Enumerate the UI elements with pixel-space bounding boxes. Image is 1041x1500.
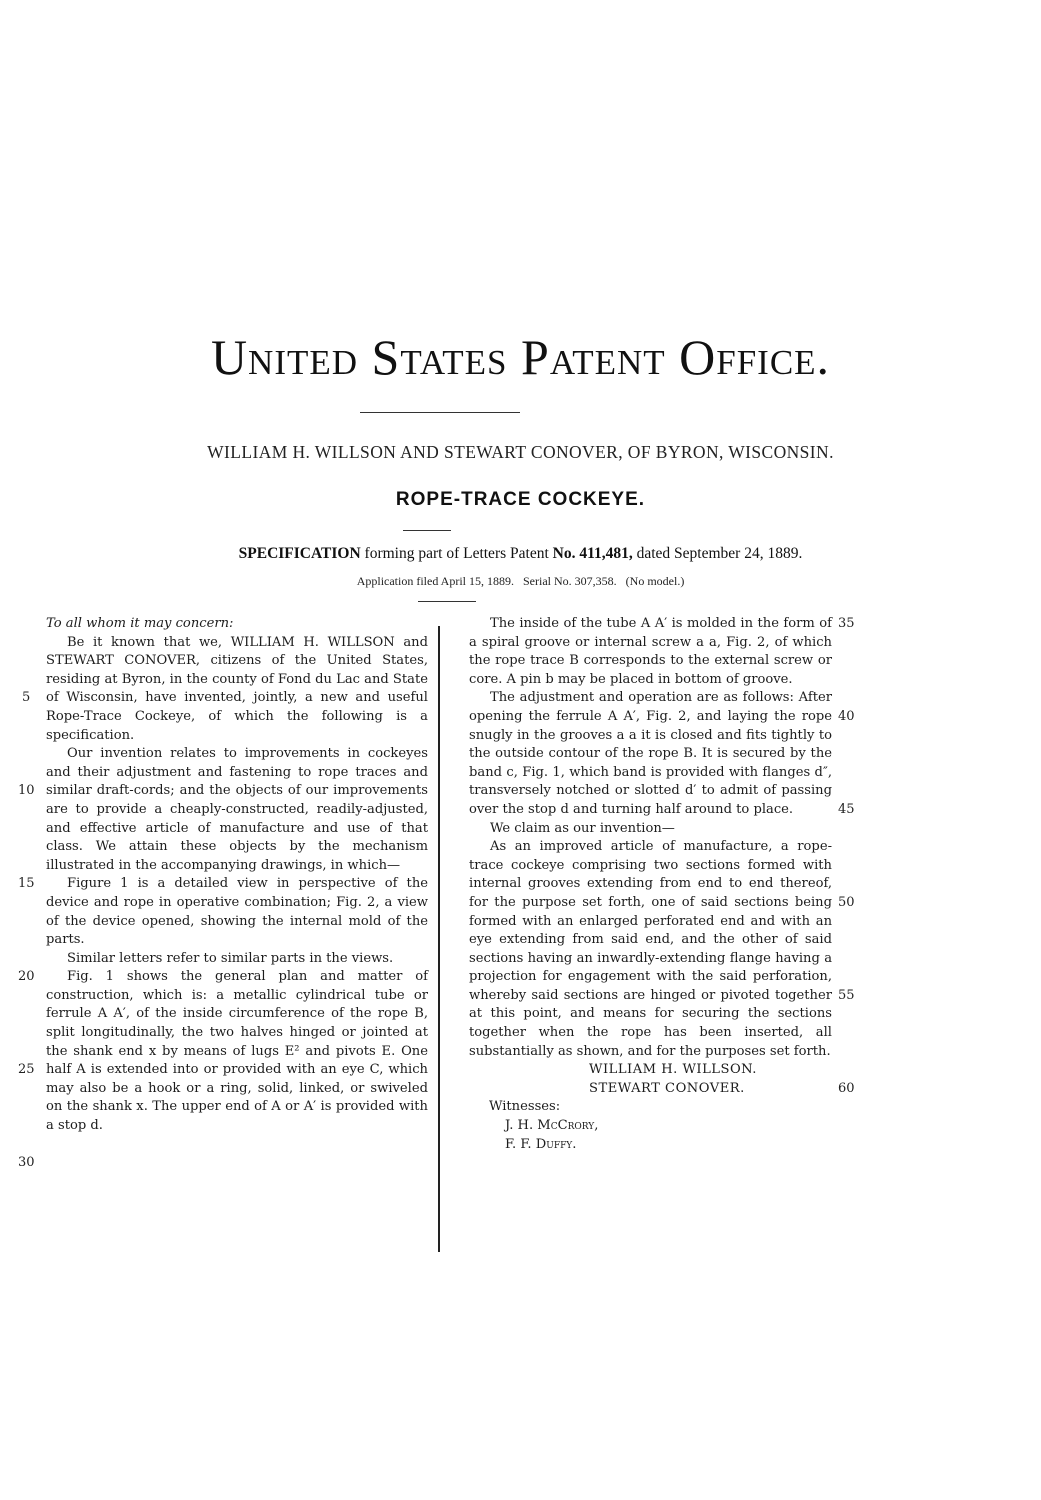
salutation: To all whom it may concern: [46, 616, 234, 631]
paragraph-fig1-description: Fig. 1 shows the general plan and matter of construction, which is: a metallic cylindrical tube or ferrule A A′, of the inside circumference of the rope B, split longitudinally, the two halves hinged or jointed at the shank end x by means of lugs E² and pivots E. One half A is extended into or provided with an eye C, which may also be a hook or a ring, solid, linked, or swiveled on the shank x. The upper end of A or A′ is provided with a stop d. [46, 969, 428, 1134]
paragraph-preamble: Be it known that we, WILLIAM H. WILLSON and STEWART CONOVER, citizens of the United States, residing at Byron, in the county of Fond du Lac and State of Wisconsin, have invented, jointly, a new and useful Rope-Trace Cockeye, of which the following is a specification. [46, 634, 428, 743]
paragraph-adjustment: The adjustment and operation are as follows: After opening the ferrule A A′, Fig. 2, and laying the rope snugly in the grooves a a it is closed and fits tightly to the outside contour of the rope B. It is secured by the band c, Fig. 1, which band is provided with flanges d″, transversely notched or slotted d′ to admit of passing over the stop d and turning half around to place. [469, 690, 832, 817]
invention-title-rule [403, 530, 451, 531]
invention-title: ROPE-TRACE COCKEYE. [395, 489, 646, 510]
paragraph-figures: Figure 1 is a detailed view in perspective of the device and rope in operative combination; Fig. 2, a view of the device opened, showing the internal mold of the parts. [46, 876, 428, 948]
left-column [46, 615, 428, 1136]
line-number: 40 [838, 709, 855, 724]
specification-text-1: forming part of Letters Patent [360, 545, 553, 562]
witness-duffy: F. F. Duffy. [505, 1136, 577, 1152]
line-number: 35 [838, 616, 855, 631]
line-number: 20 [18, 969, 35, 984]
witness-mccrory: J. H. McCrory, [505, 1118, 599, 1134]
claim-text: As an improved article of manufacture, a rope-trace cockeye comprising two sections formed with internal grooves extending from end to end thereof, for the purpose set forth, one of said sections being formed with an enlarged perforated end and with an eye extending from said end, and the other of said sections having an inwardly-extending flange having a projection for engagement with the said perforation, whereby said sections are hinged or pivoted together at this point, and means for securing the sections together when the rope has been inserted, all substantially as shown, and for the purposes set forth. [469, 839, 832, 1059]
claim-intro: We claim as our invention— [490, 820, 675, 836]
line-number: 60 [838, 1081, 855, 1096]
line-number: 50 [838, 895, 855, 910]
patent-number: No. 411,481, [552, 545, 633, 562]
application-line: Application filed April 15, 1889. Serial No. 307,358. (No model.) [356, 574, 685, 588]
line-number: 55 [838, 988, 855, 1003]
witnesses-label: Witnesses: [489, 1099, 561, 1115]
specification-line [0, 545, 1041, 563]
paragraph-invention-relates: Our invention relates to improvements in cockeyes and their adjustment and fastening to rope traces and similar draft-cords; and the objects of our improvements are to provide a cheaply-constructed, readily-adjusted, and effective article of manufacture and use of that class. We attain these objects by the mechanism illustrated in the accompanying drawings, in which— [46, 746, 428, 873]
signature-conover: STEWART CONOVER. [589, 1080, 745, 1096]
office-title: United States Patent Office. [210, 329, 831, 385]
inventors-line: WILLIAM H. WILLSON AND STEWART CONOVER, OF BYRON, WISCONSIN. [207, 442, 834, 462]
signature-willson: WILLIAM H. WILLSON. [589, 1062, 757, 1078]
specification-date: dated September 24, 1889. [632, 545, 803, 562]
specification-label: SPECIFICATION [238, 545, 361, 562]
right-column [469, 615, 832, 1154]
line-number: 45 [838, 802, 855, 817]
line-number: 25 [18, 1062, 35, 1077]
paragraph-similar-letters: Similar letters refer to similar parts in the views. [67, 950, 394, 966]
paragraph-tube-inside: The inside of the tube A A′ is molded in the form of a spiral groove or internal screw a a, Fig. 2, of which the rope trace B corresponds to the external screw or core. A pin b may be placed in bottom of groove. [469, 616, 832, 687]
line-number: 15 [18, 876, 35, 891]
title-rule [360, 412, 520, 413]
column-divider [438, 626, 440, 1252]
line-number: 30 [18, 1155, 35, 1170]
line-number: 10 [18, 783, 35, 798]
application-rule [418, 601, 476, 602]
line-number: 5 [22, 690, 31, 705]
